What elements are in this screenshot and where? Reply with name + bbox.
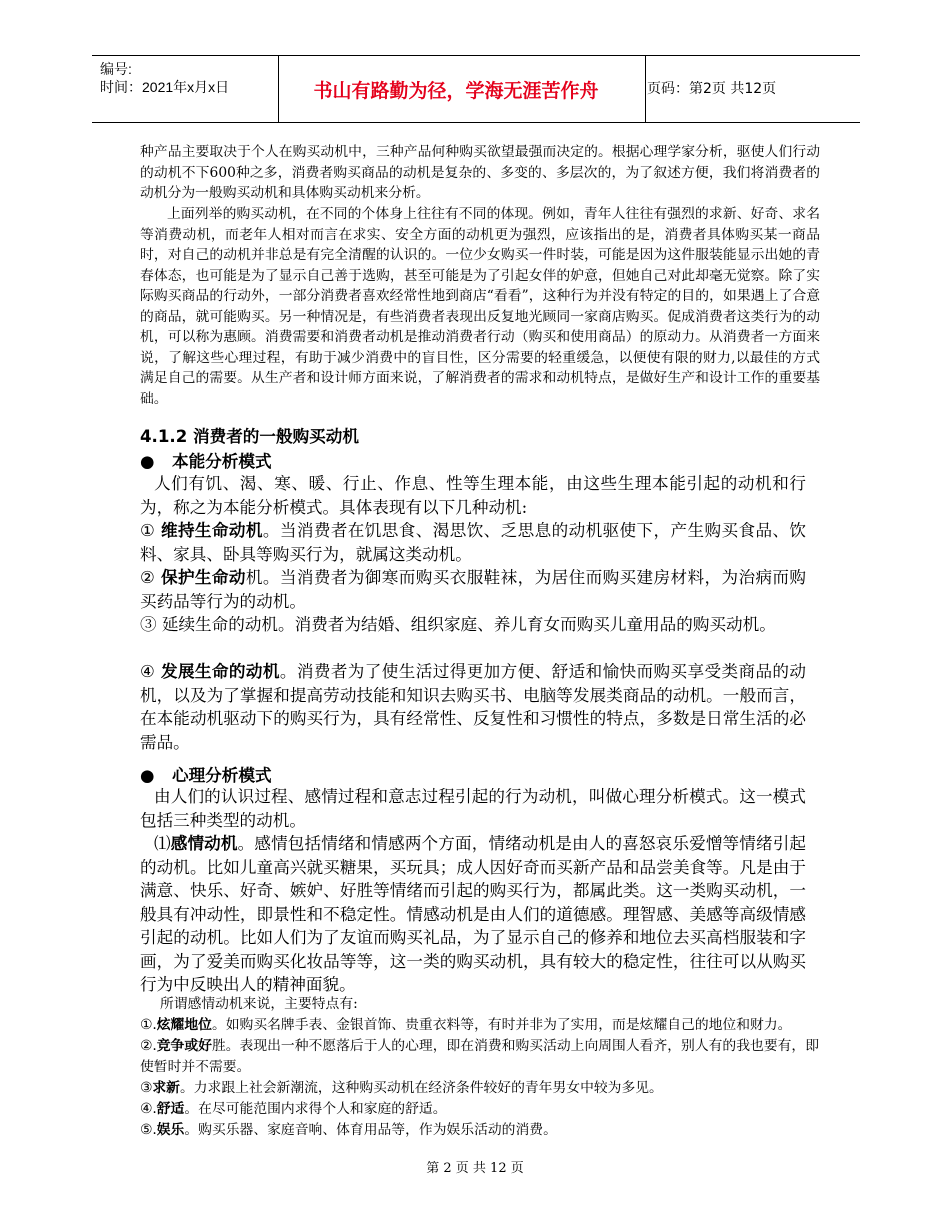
header-divider [645,56,646,122]
section-title: 4.1.2 消费者的一般购买动机 [140,427,359,446]
intro-paragraph-1: 种产品主要取决于个人在购买动机中，三种产品何种购买欲望最强而决定的。根据心理学家分析，驱使人们行动的动机不下600种之多，消费者购买商品的动机是复杂的、多变的、多层次的，为了叙述方便，我们将消费者的动机分为一般购买动机和具体购买动机来分析。 [140,144,820,201]
list-item: ⑤.娱乐。购买乐器、家庭音响、体育用品等，作为娱乐活动的消费。 [140,1122,557,1138]
bullet-icon: ● [140,452,155,471]
features-intro: 所谓感情动机来说，主要特点有: [160,996,358,1012]
psych-heading: ● 心理分析模式 [140,766,272,785]
psych-intro: 由人们的认识过程、感情过程和意志过程引起的行为动机，叫做心理分析模式。这一模式包括三种类型的动机。 [140,787,806,830]
instinct-heading: ● 本能分析模式 [140,452,272,471]
instinct-item-2: ② 保护生命动机。当消费者为御寒而购买衣服鞋袜，为居住而购买建房材料，为治病而购买药品等行为的动机。 [140,568,807,611]
number-label: 编号: [100,61,132,77]
instinct-item-1: ① 维持生命动机。当消费者在饥思食、渴思饮、乏思息的动机驱使下，产生购买食品、饮料、家具、卧具等购买行为，就属这类动机。 [140,521,807,564]
instinct-item-3: ③ 延续生命的动机。消费者为结婚、组织家庭、养儿育女而购买儿童用品的购买动机。 [140,615,776,634]
instinct-intro: 人们有饥、渴、寒、暖、行止、作息、性等生理本能，由这些生理本能引起的动机和行为，称之为本能分析模式。具体表现有以下几种动机: [140,474,806,517]
header-page-number: 页码：第2页 共12页 [647,81,777,97]
list-item: ①.炫耀地位。如购买名牌手表、金银首饰、贵重衣料等，有时并非为了实用，而是炫耀自己的地位和财力。 [140,1017,792,1033]
intro-paragraph-2: 上面列举的购买动机，在不同的个体身上往往有不同的体现。例如，青年人往往有强烈的求新、好奇、求名等消费动机，而老年人相对而言在求实、安全方面的动机更为强烈，应该指出的是，消费者具体购买某一商品时，对自己的动机并非总是有完全清醒的认识的。一位少女购买一件时装，可能是因为这件服装能显示出她的青春体态，也可能是为了显示自己善于选购，甚至可能是为了引起女伴的妒意，但她自己对此却毫无觉察。除了实际购买商品的行动外，一部分消费者喜欢经常性地到商店“看看”，这种行为并没有特定的目的，如果遇上了合意的商品，就可能购买。另一种情况是，有些消费者表现出反复地光顾同一家商店购买。促成消费者这类行为的动机，可以称为惠顾。消费需要和消费者动机是推动消费者行动（购买和使用商品）的原动力。从消费者一方面来说，了解这些心理过程，有助于减少消费中的盲目性，区分需要的轻重缓急，以便使有限的财力,以最佳的方式满足自己的需要。从生产者和设计师方面来说，了解消费者的需求和动机特点，是做好生产和设计工作的重要基础。 [140,206,820,407]
page-footer: 第 2 页 共 12 页 [426,1161,524,1176]
instinct-item-4: ④ 发展生命的动机。消费者为了使生活过得更加方便、舒适和愉快而购买享受类商品的动机，以及为了掌握和提高劳动技能和知识去购买书、电脑等发展类商品的动机。一般而言，在本能动机驱动下的购买行为，具有经常性、反复性和习惯性的特点，多数是日常生活的必需品。 [140,662,807,752]
list-item: ④.舒适。在尽可能范围内求得个人和家庭的舒适。 [140,1101,447,1117]
header-motto: 书山有路勤为径，学海无涯苦作舟 [313,80,599,102]
list-item: ③求新。力求跟上社会新潮流，这种购买动机在经济条件较好的青年男女中较为多见。 [140,1080,663,1096]
bullet-icon: ● [140,766,155,785]
time-label: 时间：2021年x月x日 [100,79,230,95]
header-meta [100,60,229,96]
emotion-paragraph: ⑴感情动机。感情包括情绪和情感两个方面，情绪动机是由人的喜怒哀乐爱憎等情绪引起的动机。比如儿童高兴就买糖果，买玩具；成人因好奇而买新产品和品尝美食等。凡是由于满意、快乐、好奇、嫉妒、好胜等情绪而引起的购买行为，都属此类。这一类购买动机，一般具有冲动性，即景性和不稳定性。情感动机是由人们的道德感。理智感、美感等高级情感引起的动机。比如人们为了友谊而购买礼品，为了显示自己的修养和地位去买高档服装和字画，为了爱美而购买化妆品等等，这一类的购买动机，具有较大的稳定性，往往可以从购买行为中反映出人的精神面貌。 [140,834,807,994]
list-item: ②.竞争或好胜。表现出一种不愿落后于人的心理，即在消费和购买活动上向周围人看齐，别人有的我也要有，即使暂时并不需要。 [140,1038,820,1075]
features-list [140,1015,820,1141]
page-header [92,55,860,123]
